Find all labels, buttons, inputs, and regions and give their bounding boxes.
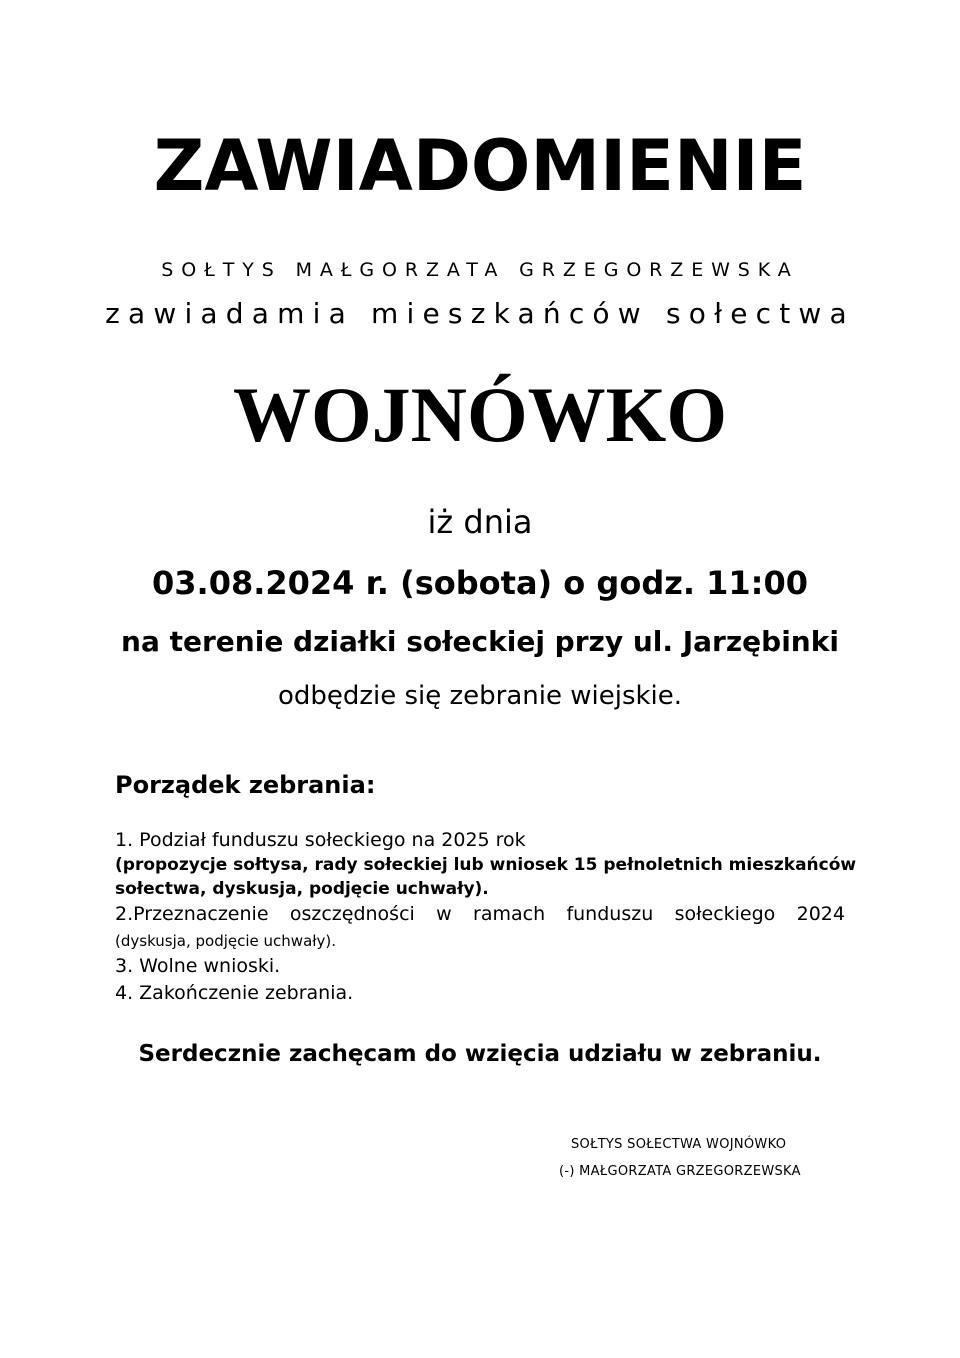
agenda-item-1: 1. Podział funduszu sołeckiego na 2025 rok	[115, 829, 526, 851]
signature-title: SOŁTYS SOŁECTWA WOJNÓWKO	[571, 1137, 787, 1152]
agenda-item-4: 4. Zakończenie zebrania.	[115, 982, 354, 1004]
meeting-date: 03.08.2024 r. (sobota) o godz. 11:00	[152, 564, 808, 602]
signature-name: (-) MAŁGORZATA GRZEGORZEWSKA	[559, 1164, 801, 1179]
meeting-place: na terenie działki sołeckiej przy ul. Jarzębinki	[121, 625, 839, 658]
agenda-item-3: 3. Wolne wnioski.	[115, 955, 281, 977]
recipients-line: zawiadamia mieszkańców sołectwa	[105, 297, 855, 330]
agenda-item-2-note: (dyskusja, podjęcie uchwały).	[115, 932, 337, 950]
agenda-title: Porządek zebrania:	[115, 771, 376, 799]
sender-line: SOŁTYS MAŁGORZATA GRZEGORZEWSKA	[161, 259, 799, 281]
meeting-statement: odbędzie się zebranie wiejskie.	[277, 681, 683, 711]
closing-invitation: Serdecznie zachęcam do wzięcia udziału w zebraniu.	[138, 1041, 822, 1067]
agenda-item-2: 2.Przeznaczenie oszczędności w ramach funduszu sołeckiego 2024	[115, 903, 845, 925]
village-name: WOJNÓWKO	[232, 371, 727, 458]
document-title: ZAWIADOMIENIE	[153, 125, 807, 207]
agenda-item-1-note: (propozycje sołtysa, rady sołeckiej lub wniosek 15 pełnoletnich mieszkańców sołectwa, dyskusja, podjęcie uchwały).	[115, 855, 857, 899]
date-intro: iż dnia	[427, 503, 533, 541]
